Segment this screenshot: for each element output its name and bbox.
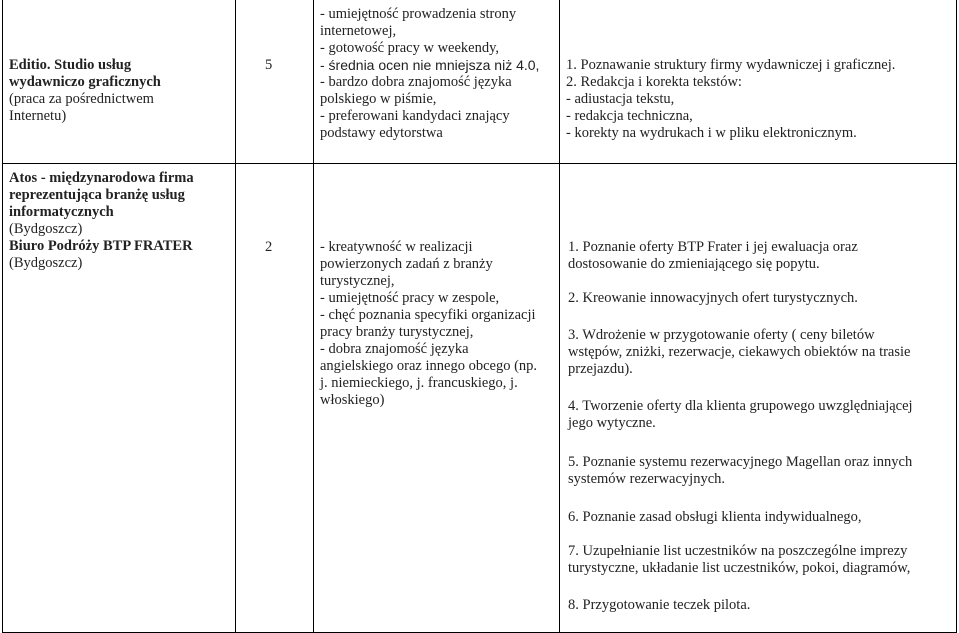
requirement-line: - kreatywność w realizacji [320,239,473,255]
requirement-line: - umiejętność pracy w zespole, [320,290,500,306]
task-item-2 [568,290,858,307]
requirement-line: - bardzo dobra znajomość języka [320,74,512,90]
requirement-line: polskiego w piśmie, [320,91,437,107]
task-line: - korekty na wydrukach i w pliku elektronicznym. [566,125,857,141]
company-line: (Bydgoszcz) [9,255,83,271]
requirement-line: turystycznej, [320,273,395,289]
row-divider-1 [2,163,957,164]
company-cell-atos [9,170,194,238]
company-line: reprezentująca branżę usług [9,187,185,203]
column-divider-3 [559,0,560,633]
tasks-cell-editio [566,57,895,142]
column-divider-1 [235,0,236,633]
requirement-line: - chęć poznania specyfiki organizacji [320,307,536,323]
company-cell-btp-frater [9,238,193,272]
requirement-line: powierzonych zadań z branży [320,256,493,272]
company-line: Editio. Studio usług [9,57,132,73]
task-line: systemów rezerwacyjnych. [568,471,726,487]
task-line: jego wytyczne. [568,415,656,431]
requirement-line: - preferowani kandydaci znający [320,108,510,124]
company-line: informatycznych [9,204,114,220]
company-line: (praca za pośrednictwem [9,91,154,107]
positions-count: 5 [265,57,273,73]
positions-count-editio [265,57,272,74]
task-line: - adiustacja tekstu, [566,91,675,107]
company-line: Atos - międzynarodowa firma [9,170,194,186]
table-border-right [956,0,957,633]
company-line: Internetu) [9,108,67,124]
requirement-line: - gotowość pracy w weekendy, [320,40,500,56]
requirement-line: j. niemieckiego, j. francuskiego, j. [320,375,518,391]
task-item-7 [568,543,910,577]
company-line: Biuro Podróży BTP FRATER [9,238,193,254]
task-line: 2. Redakcja i korekta tekstów: [566,74,742,90]
requirement-line: - umiejętność prowadzenia strony [320,6,517,22]
task-line: wstępów, zniżki, rezerwacje, ciekawych obiektów na trasie [568,344,911,360]
task-item-4 [568,398,913,432]
requirement-line: angielskiego oraz innego obcego (np. [320,358,538,374]
company-line: wydawniczo graficznych [9,74,161,90]
task-item-1 [568,239,858,273]
company-cell-editio [9,57,161,125]
company-line: (Bydgoszcz) [9,221,83,237]
requirements-cell-editio [320,6,539,142]
task-line: 5. Poznanie systemu rezerwacyjnego Magellan oraz innych [568,454,913,470]
task-line: - redakcja techniczna, [566,108,693,124]
positions-count-btp-frater [265,239,272,256]
table-border-left [2,0,3,633]
requirement-line: internetowej, [320,23,397,39]
task-item-3 [568,327,910,378]
requirement-line: podstawy edytorstwa [320,125,443,141]
task-line: przejazdu). [568,361,633,377]
requirement-line: - dobra znajomość języka [320,341,469,357]
task-line: 8. Przygotowanie teczek pilota. [568,597,751,613]
task-item-6 [568,509,862,526]
task-line: 6. Poznanie zasad obsługi klienta indywidualnego, [568,509,862,525]
task-item-5 [568,454,912,488]
requirement-line: - średnia ocen nie mniejsza niż 4.0, [320,57,540,73]
task-line: 7. Uzupełnianie list uczestników na poszczególne imprezy [568,543,908,559]
task-line: 1. Poznanie oferty BTP Frater i jej ewaluacja oraz [568,239,858,255]
task-line: 2. Kreowanie innowacyjnych ofert turystycznych. [568,290,858,306]
task-line: turystyczne, układanie list uczestników, pokoi, diagramów, [568,560,911,576]
task-item-8 [568,597,750,614]
requirement-line: włoskiego) [320,392,385,408]
requirements-cell-btp-frater [320,239,537,409]
positions-count: 2 [265,239,273,255]
task-line: 4. Tworzenie oferty dla klienta grupowego uwzględniającej [568,398,913,414]
task-line: dostosowanie do zmieniającego się popytu. [568,256,820,272]
task-line: 1. Poznawanie struktury firmy wydawniczej i graficznej. [566,57,896,73]
requirement-line: pracy branży turystycznej, [320,324,474,340]
task-line: 3. Wdrożenie w przygotowanie oferty ( ceny biletów [568,327,875,343]
column-divider-2 [313,0,314,633]
